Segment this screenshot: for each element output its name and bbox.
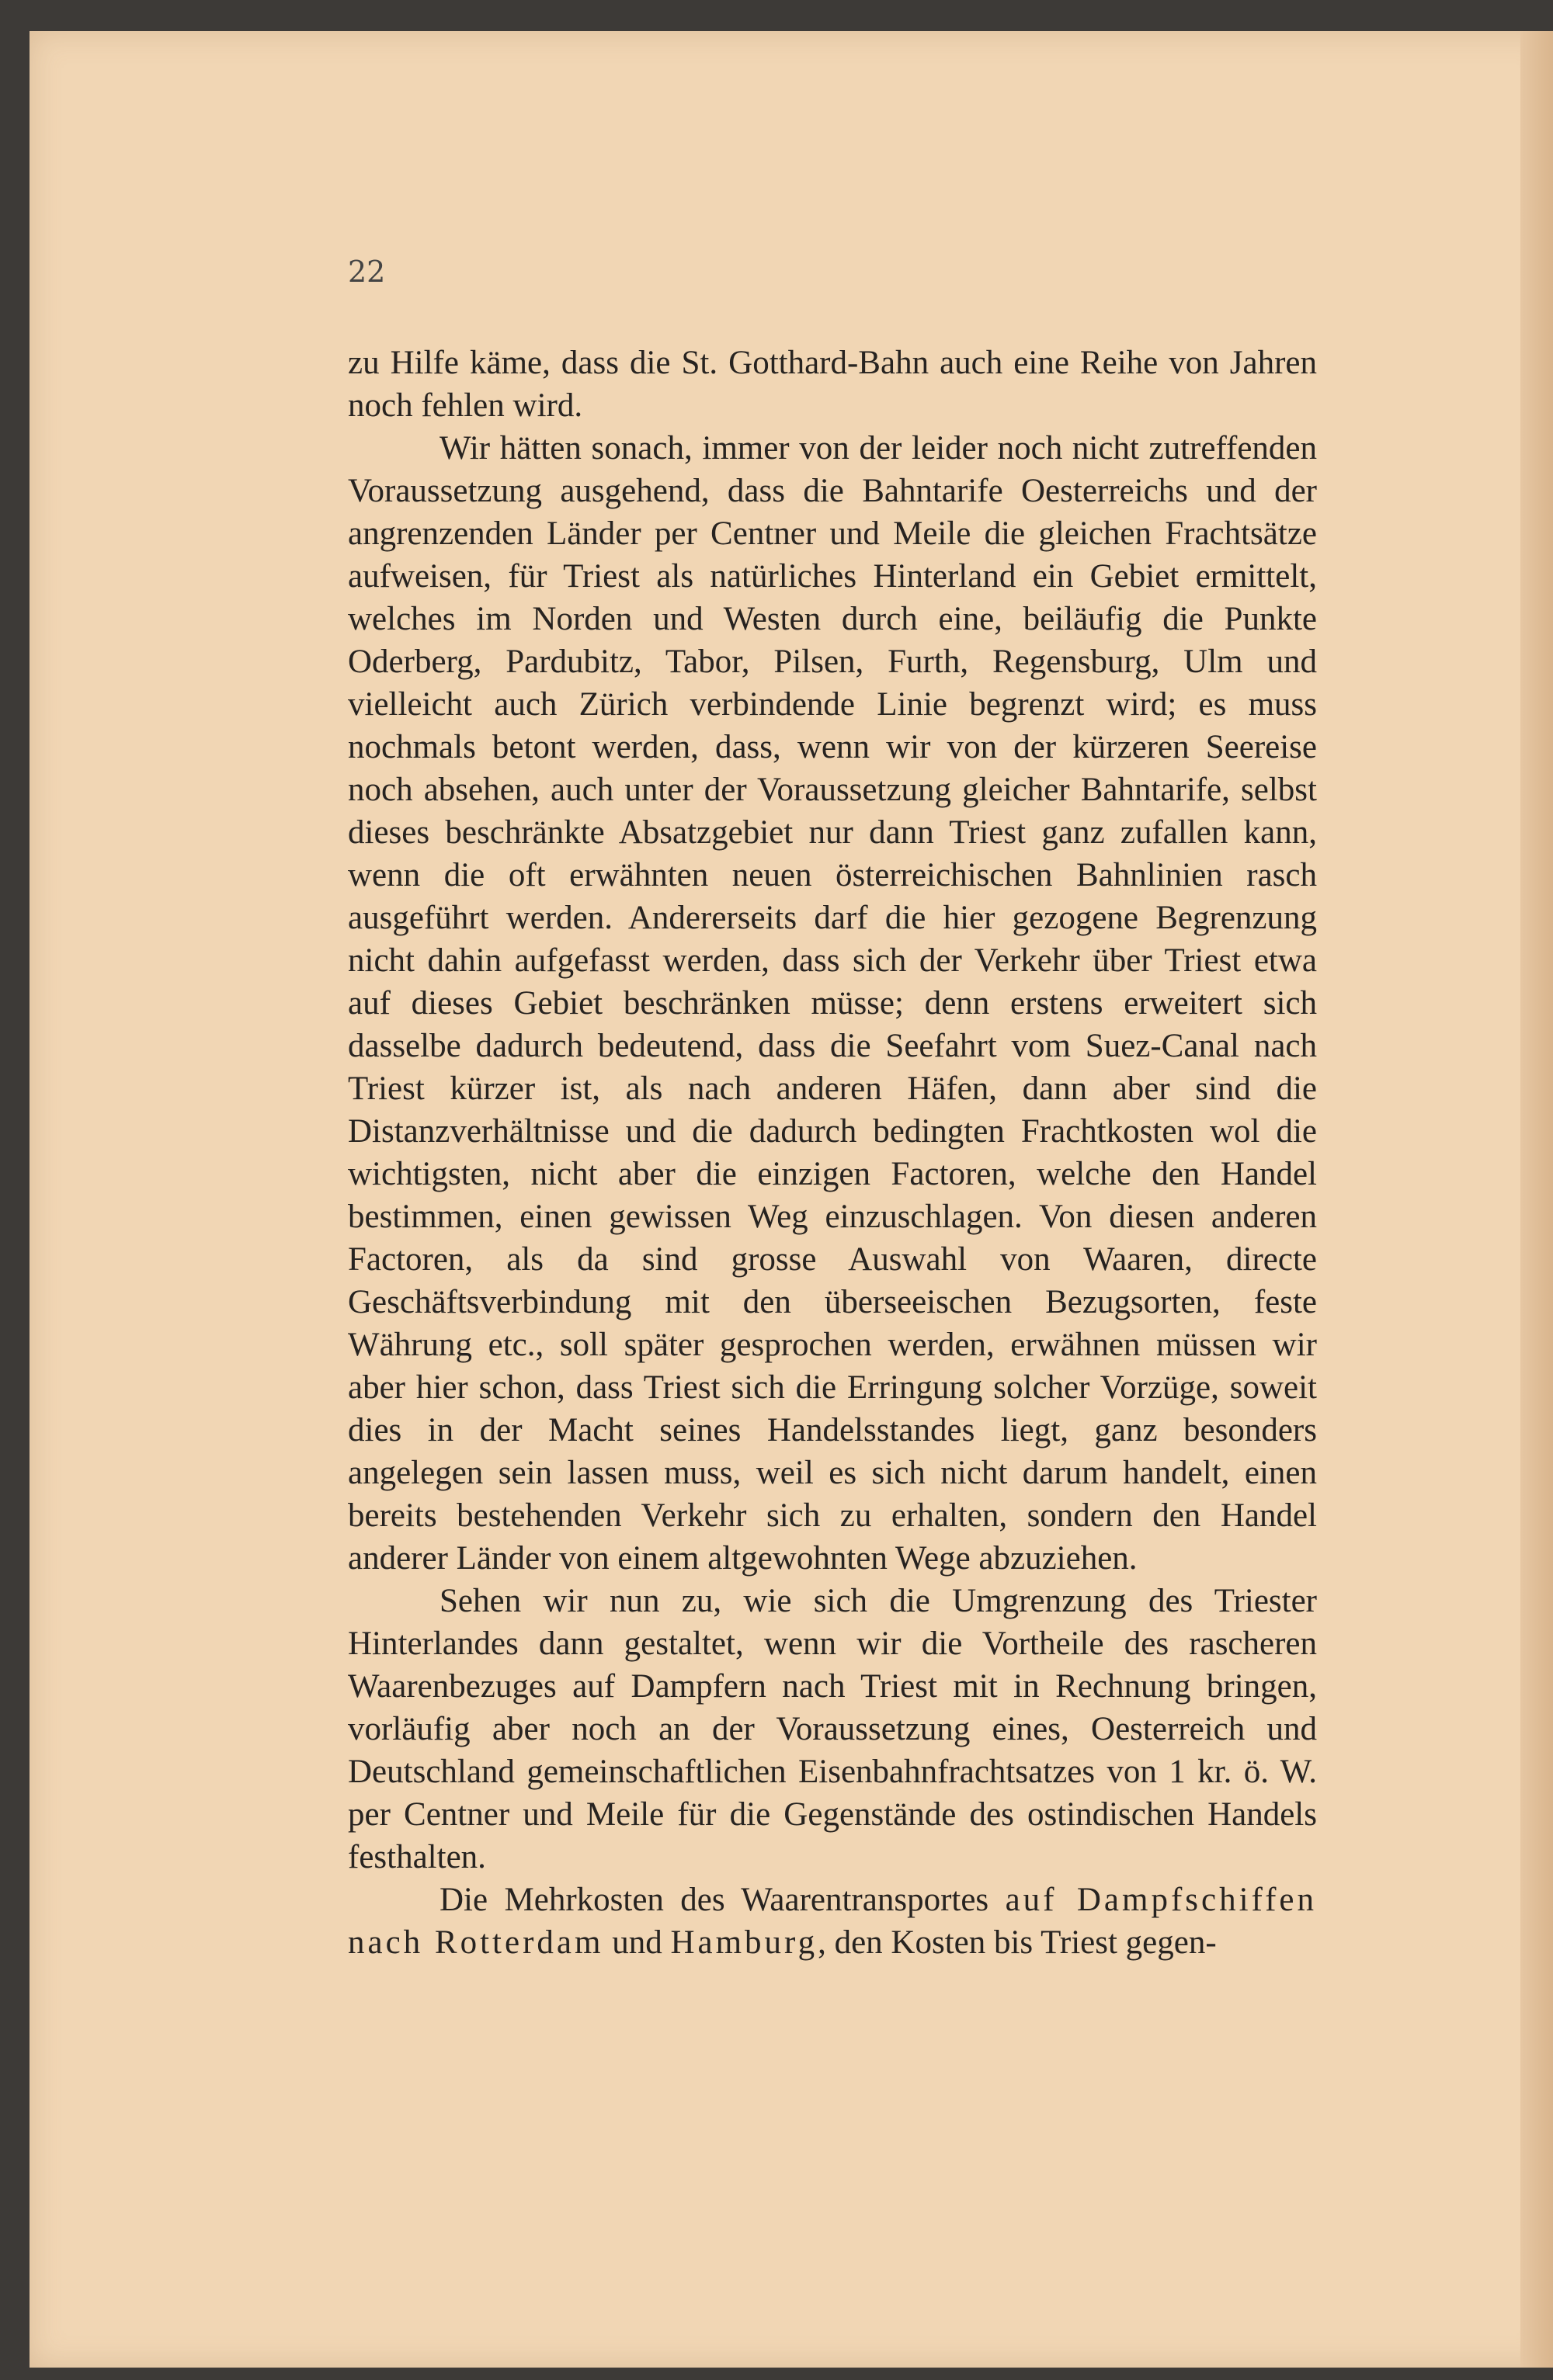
paragraph-4-middle: und — [603, 1924, 671, 1961]
paragraph-4 — [348, 1879, 1317, 1964]
page-number: 22 — [348, 255, 386, 289]
paragraph-4-tail: , den Kosten bis Triest gegen- — [818, 1924, 1217, 1961]
body-text — [348, 342, 1317, 1964]
paragraph-4-lead: Die Mehrkosten des Waarentransportes — [439, 1882, 1006, 1918]
paragraph-4-spaced-2: Hamburg — [670, 1924, 818, 1961]
paragraph-2: Wir hätten sonach, immer von der leider noch nicht zutreffenden Voraussetzung ausgehend, dass die Bahntarife Oesterreichs und der angrenzenden Länder per Centner und Meile die gleichen Frachtsätze aufweisen, für Triest als natürliches Hinterland ein Gebiet ermittelt, welches im Norden und Westen durch eine, beiläufig die Punkte Oderberg, Pardubitz, Tabor, Pilsen, Furth, Regensburg, Ulm und vielleicht auch Zürich verbindende Linie begrenzt wird; es muss nochmals betont werden, dass, wenn wir von der kürzeren Seereise noch absehen, auch unter der Voraussetzung gleicher Bahntarife, selbst dieses beschränkte Absatzgebiet nur dann Triest ganz zufallen kann, wenn die oft erwähnten neuen österreichischen Bahnlinien rasch ausgeführt werden. Andererseits darf die hier gezogene Begrenzung nicht dahin aufgefasst werden, dass sich der Verkehr über Triest etwa auf dieses Gebiet beschränken müsse; denn erstens erweitert sich dasselbe dadurch bedeutend, dass die Seefahrt vom Suez-Canal nach Triest kürzer ist, als nach anderen Häfen, dann aber sind die Distanzverhältnisse und die dadurch bedingten Frachtkosten wol die wichtigsten, nicht aber die einzigen Factoren, welche den Handel bestimmen, einen gewissen Weg einzuschlagen. Von diesen anderen Factoren, als da sind grosse Auswahl von Waaren, directe Geschäftsverbindung mit den überseeischen Bezugsorten, feste Währung etc., soll später gesprochen werden, erwähnen müssen wir aber hier schon, dass Triest sich die Erringung solcher Vorzüge, soweit dies in der Macht seines Handelsstandes liegt, ganz besonders angelegen sein lassen muss, weil es sich nicht darum handelt, einen bereits bestehenden Verkehr sich zu erhalten, sondern den Handel anderer Länder von einem altgewohnten Wege abzuziehen. — [348, 430, 1317, 1577]
paragraph-4-spaced-1: auf Dampfschiffen nach Rotterdam — [348, 1882, 1317, 1961]
paragraph-1: zu Hilfe käme, dass die St. Gotthard-Bahn auch eine Reihe von Jahren noch fehlen wird. — [348, 345, 1317, 424]
page-edge — [1520, 31, 1553, 2368]
paragraph-3: Sehen wir nun zu, wie sich die Umgrenzung des Triester Hinterlandes dann gestaltet, wenn wir die Vortheile des rascheren Waarenbezuges auf Dampfern nach Triest mit in Rechnung bringen, vorläufig aber noch an der Voraussetzung eines, Oesterreich und Deutschland gemeinschaftlichen Eisenbahnfrachtsatzes von 1 kr. ö. W. per Centner und Meile für die Gegenstände des ostindischen Handels festhalten. — [348, 1583, 1317, 1875]
